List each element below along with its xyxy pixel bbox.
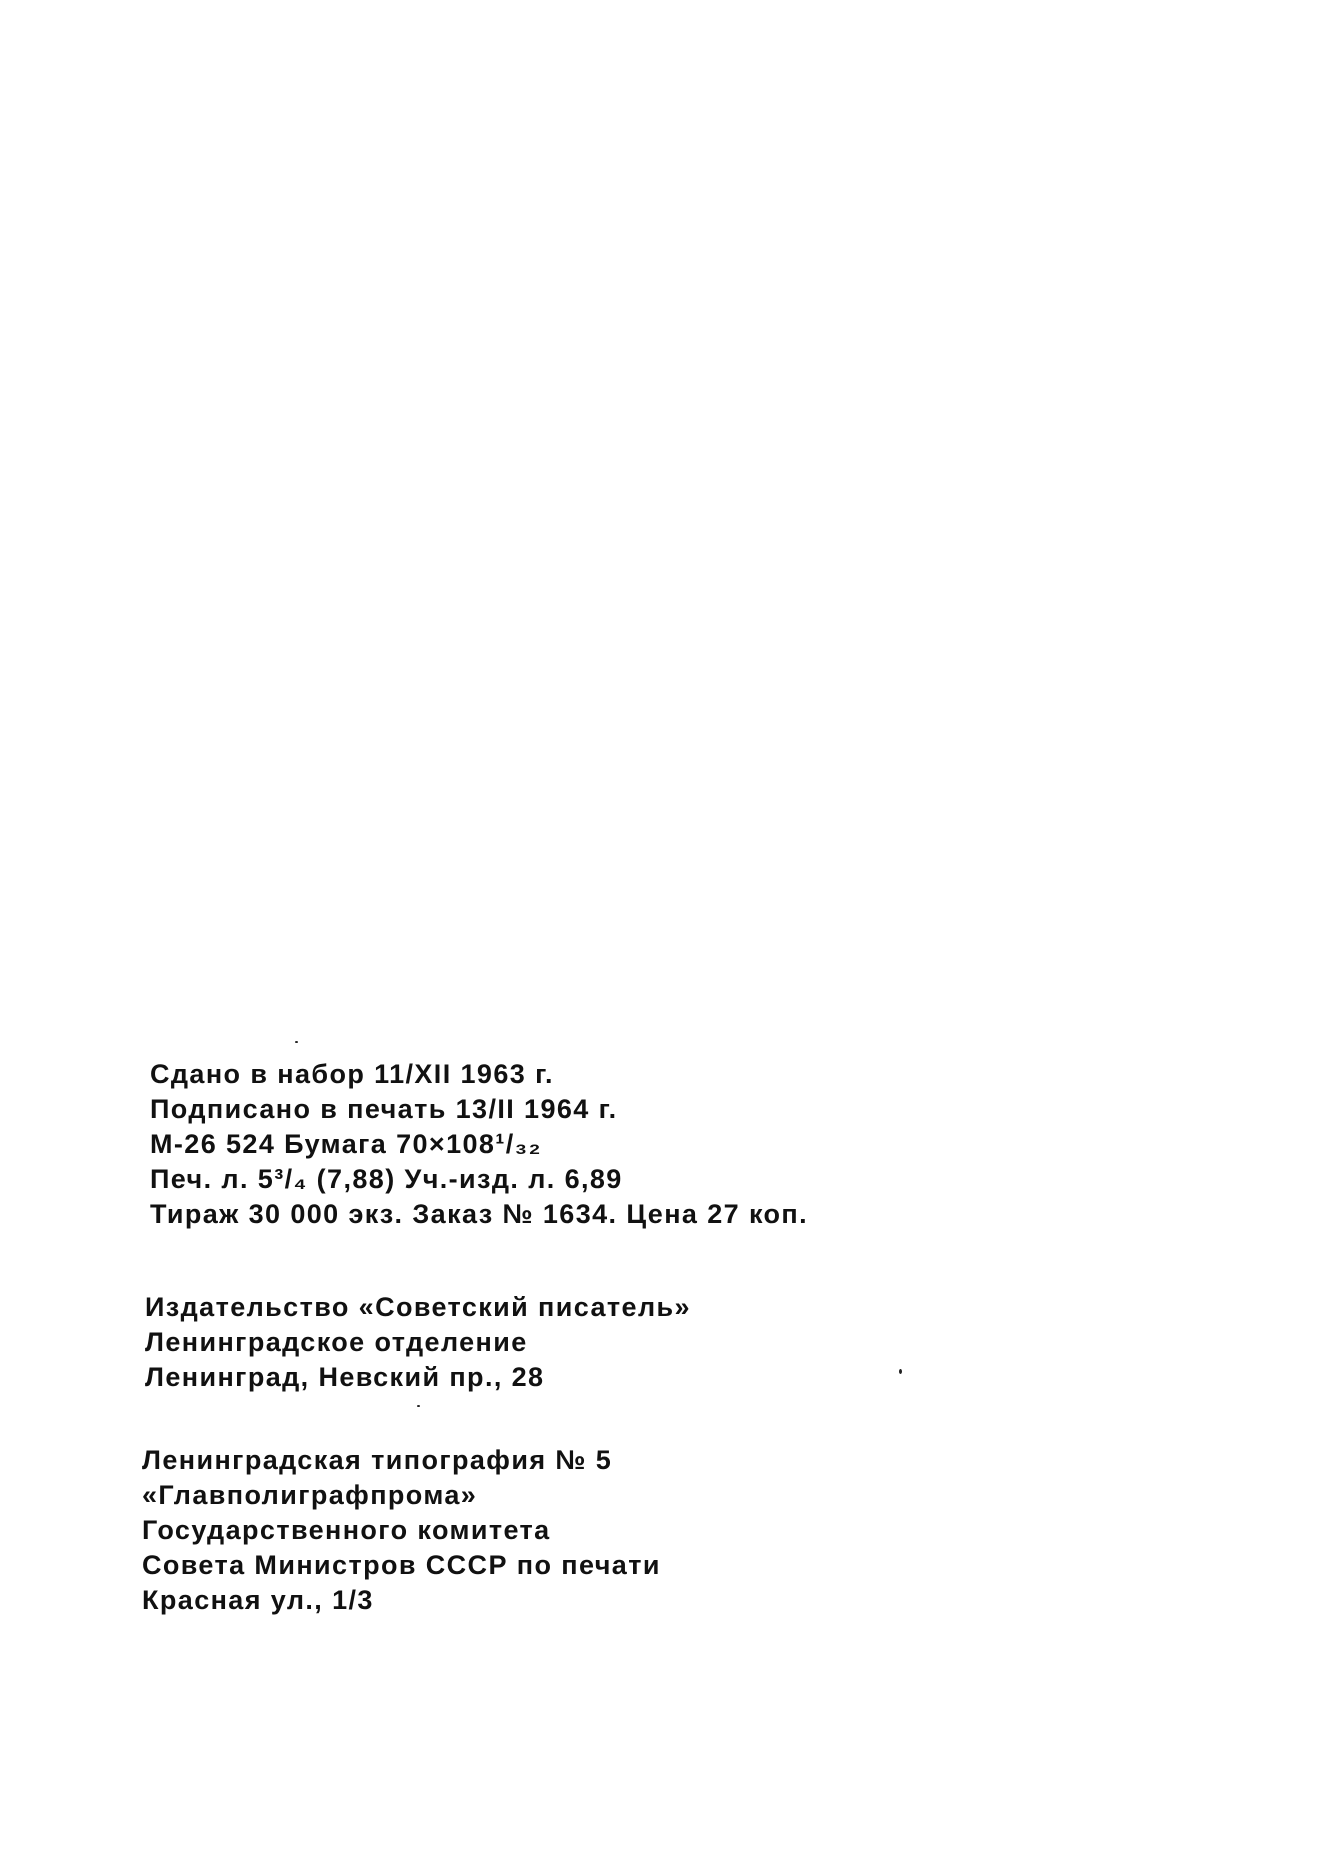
- print-run-order-price-line: Тираж 30 000 экз. Заказ № 1634. Цена 27 коп.: [150, 1199, 809, 1229]
- signed-for-print-line: Подписано в печать 13/II 1964 г.: [150, 1094, 618, 1124]
- printed-sheets-line: Печ. л. 5³/₄ (7,88) Уч.-изд. л. 6,89: [150, 1164, 623, 1194]
- paper-format-line: М-26 524 Бумага 70×108¹/₃₂: [150, 1129, 542, 1159]
- scan-speck: [899, 1369, 902, 1374]
- printing-trust-line: «Главполиграфпрома»: [142, 1480, 478, 1510]
- publisher-branch-line: Ленинградское отделение: [145, 1327, 528, 1357]
- publisher-details: [145, 1290, 1045, 1395]
- state-committee-line: Государственного комитета: [142, 1515, 551, 1545]
- scan-speck: [295, 1041, 298, 1043]
- printing-house-line: Ленинградская типография № 5: [142, 1445, 613, 1475]
- printer-address-line: Красная ул., 1/3: [142, 1585, 374, 1615]
- printer-details: [142, 1443, 1042, 1618]
- production-details: [150, 1057, 1050, 1232]
- publisher-name-line: Издательство «Советский писатель»: [145, 1292, 691, 1322]
- publisher-address-line: Ленинград, Невский пр., 28: [145, 1362, 545, 1392]
- scan-speck: [417, 1405, 420, 1407]
- typesetting-date-line: Сдано в набор 11/XII 1963 г.: [150, 1059, 554, 1089]
- council-of-ministers-line: Совета Министров СССР по печати: [142, 1550, 661, 1580]
